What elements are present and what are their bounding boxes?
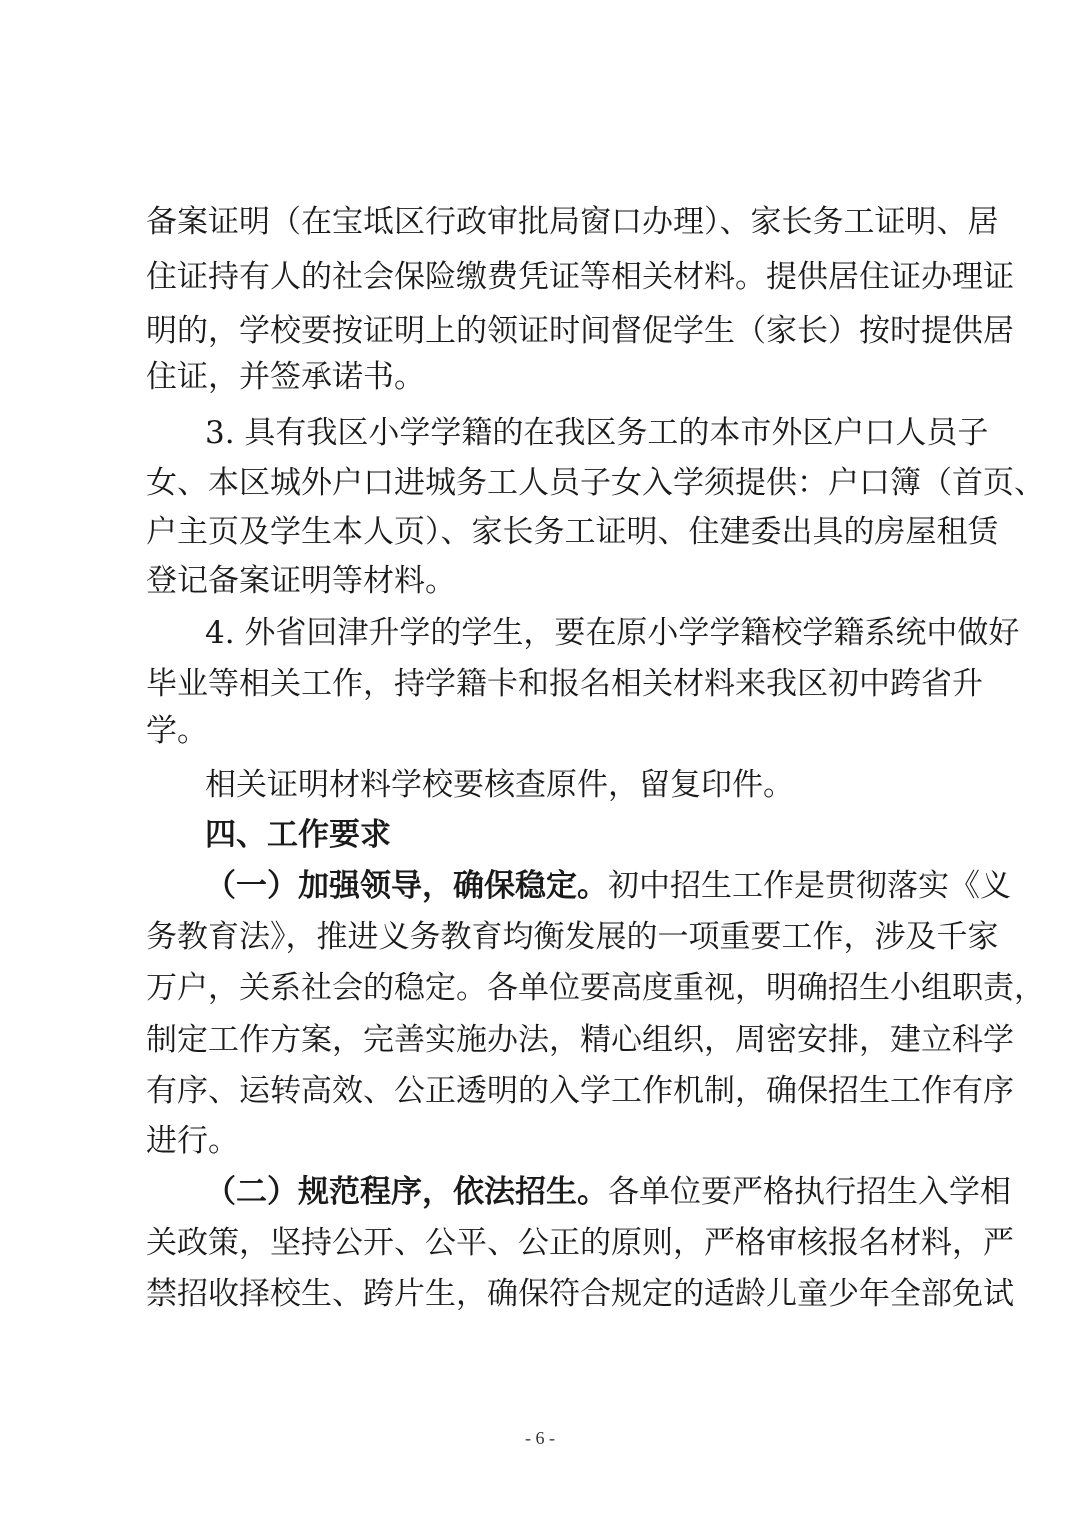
paragraph-lead: （二）规范程序，依法招生。 bbox=[205, 1174, 608, 1210]
body-line: 备案证明（在宝坻区行政审批局窗口办理）、家长务工证明、居 bbox=[146, 204, 999, 240]
body-line: 明的，学校要按证明上的领证时间督促学生（家长）按时提供居 bbox=[146, 313, 1014, 349]
body-line: 户主页及学生本人页）、家长务工证明、住建委出具的房屋租赁 bbox=[146, 514, 999, 550]
section-heading: 四、工作要求 bbox=[205, 817, 391, 853]
body-line: 女、本区城外户口进城务工人员子女入学须提供：户口簿（首页、 bbox=[146, 465, 1045, 501]
page-number: - 6 - bbox=[525, 1428, 555, 1448]
paragraph-first-line bbox=[205, 866, 1011, 906]
paragraph-text: 各单位要严格执行招生入学相 bbox=[608, 1174, 1011, 1210]
body-line: 住证，并签承诺书。 bbox=[146, 359, 425, 395]
body-line: 万户，关系社会的稳定。各单位要高度重视，明确招生小组职责， bbox=[146, 970, 1045, 1006]
body-line: 务教育法》，推进义务教育均衡发展的一项重要工作，涉及千家 bbox=[146, 919, 999, 955]
paragraph-lead: （一）加强领导，确保稳定。 bbox=[205, 868, 608, 904]
body-line: 禁招收择校生、跨片生，确保符合规定的适龄儿童少年全部免试 bbox=[146, 1276, 1014, 1312]
body-line: 登记备案证明等材料。 bbox=[146, 563, 456, 599]
body-line: 有序、运转高效、公正透明的入学工作机制，确保招生工作有序 bbox=[146, 1073, 1014, 1109]
body-line: 住证持有人的社会保险缴费凭证等相关材料。提供居住证办理证 bbox=[146, 259, 1014, 295]
body-line: 制定工作方案，完善实施办法，精心组织，周密安排，建立科学 bbox=[146, 1022, 1014, 1058]
body-line: 3. 具有我区小学学籍的在我区务工的本市外区户口人员子 bbox=[205, 415, 989, 451]
body-line: 4. 外省回津升学的学生，要在原小学学籍校学籍系统中做好 bbox=[205, 615, 1020, 651]
body-line: 学。 bbox=[146, 713, 208, 749]
body-line: 进行。 bbox=[146, 1123, 239, 1159]
body-line: 毕业等相关工作，持学籍卡和报名相关材料来我区初中跨省升 bbox=[146, 666, 983, 702]
body-line: 相关证明材料学校要核查原件，留复印件。 bbox=[205, 767, 794, 803]
body-line: 关政策，坚持公开、公平、公正的原则，严格审核报名材料，严 bbox=[146, 1225, 1014, 1261]
paragraph-text: 初中招生工作是贯彻落实《义 bbox=[608, 868, 1011, 904]
paragraph-first-line bbox=[205, 1172, 1011, 1212]
